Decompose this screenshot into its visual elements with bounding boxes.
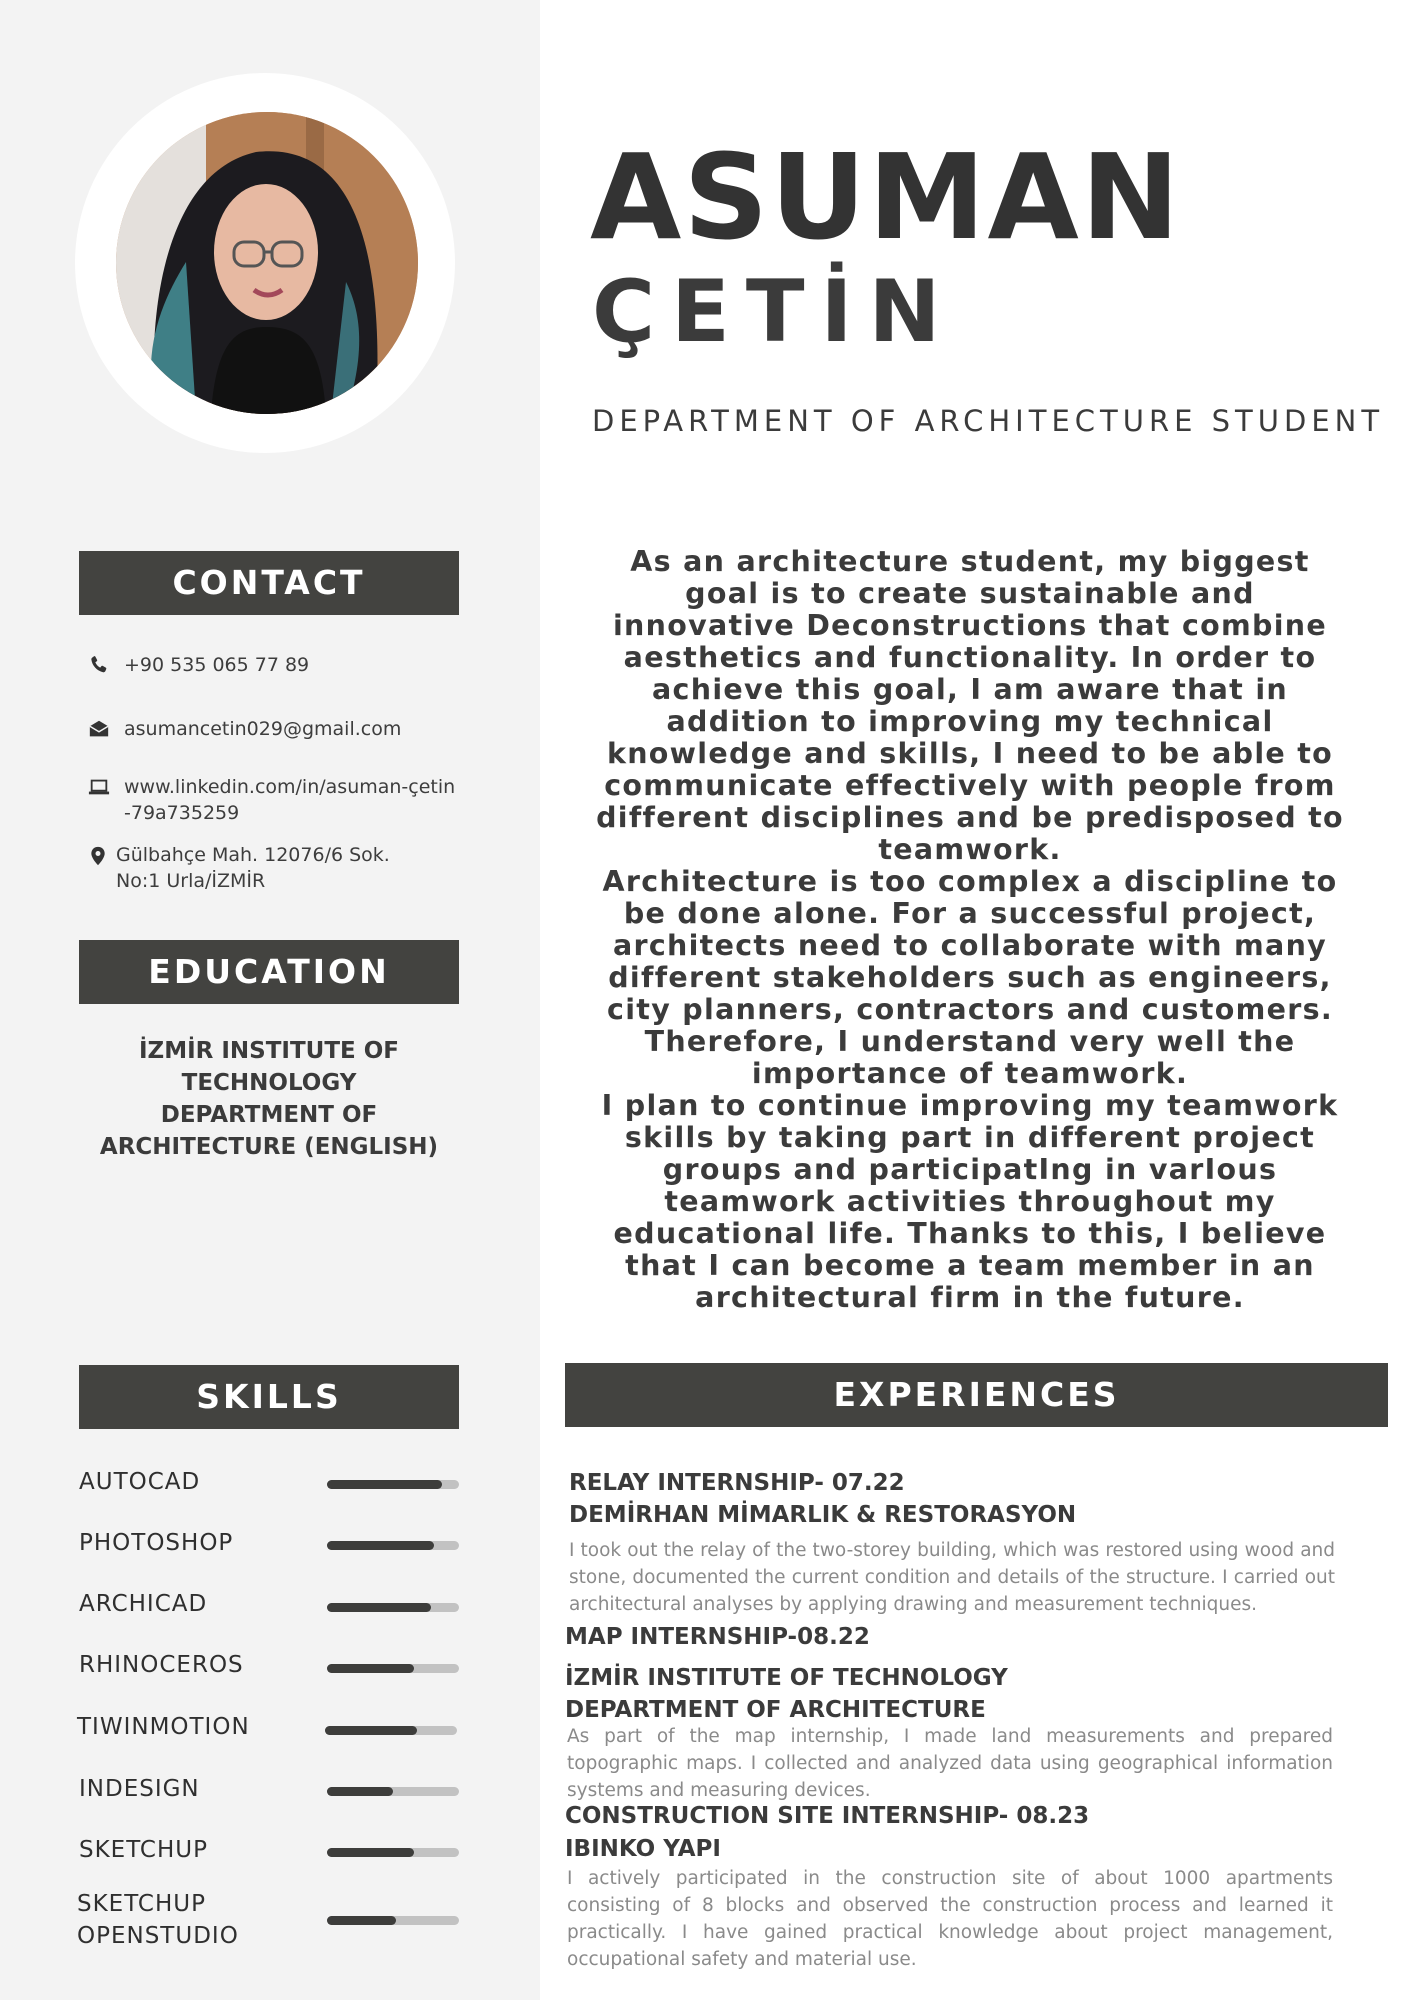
skill-row [79, 1527, 459, 1567]
address-line-2: No:1 Urla/İZMİR [116, 870, 266, 892]
skill-name: SKETCHUP [77, 1891, 206, 1917]
linkedin-line-1: www.linkedin.com/in/asuman-çetin [124, 776, 456, 798]
skill-bar [327, 1848, 459, 1857]
skill-bar [327, 1541, 459, 1550]
map-internship-title: MAP INTERNSHIP-08.22 [565, 1624, 870, 1650]
skill-name: SKETCHUP [79, 1837, 208, 1863]
construction-internship-description: I actively participated in the construction site of about 1000 apartments consisting of 8 blocks and observed the construction process and learned it practically. I have gained practical knowledge about project management, occupational safety and material use. [567, 1868, 1333, 1970]
address-line-1: Gülbahçe Mah. 12076/6 Sok. [116, 844, 390, 866]
about-paragraph-3: I plan to continue improving my teamwork skills by taking part in different project groups and participatIng in varIous teamwork activities throughout my educational life. Thanks to this, I believe that I can become a team member in an architectural firm in the future. [601, 1089, 1339, 1314]
map-internship-company-1: İZMİR INSTITUTE OF TECHNOLOGY [565, 1665, 1008, 1691]
skill-bar-fill [327, 1787, 393, 1796]
map-internship-company-2: DEPARTMENT OF ARCHITECTURE [565, 1697, 986, 1723]
construction-internship-company: IBINKO YAPI [565, 1836, 721, 1862]
profile-photo [116, 112, 418, 414]
skill-bar-fill [327, 1664, 414, 1673]
skill-bar-fill [327, 1541, 434, 1550]
skill-row [77, 1888, 457, 1958]
skill-name: RHINOCEROS [79, 1652, 244, 1678]
education-line-4: ARCHITECTURE (ENGLISH) [99, 1134, 439, 1160]
skill-bar [327, 1787, 459, 1796]
skill-row [79, 1834, 459, 1874]
skill-bar-fill [327, 1603, 431, 1612]
skill-bar [327, 1603, 459, 1612]
last-name: ÇETİN [592, 262, 957, 362]
skill-name: INDESIGN [79, 1776, 200, 1802]
skill-row [79, 1649, 459, 1689]
location-pin-icon [88, 844, 108, 868]
about-text [590, 546, 1350, 1314]
email-text: asumancetin029@gmail.com [124, 718, 402, 740]
skills-heading: SKILLS [79, 1365, 459, 1429]
relay-internship-title: RELAY INTERNSHIP- 07.22 [569, 1470, 905, 1496]
envelope-icon [88, 718, 110, 740]
skill-bar [327, 1916, 459, 1925]
skill-bar [327, 1664, 459, 1673]
laptop-icon [88, 776, 110, 798]
construction-internship-title: CONSTRUCTION SITE INTERNSHIP- 08.23 [565, 1803, 1090, 1829]
phone-icon [88, 654, 110, 676]
skill-bar [327, 1480, 459, 1489]
education-line-2: TECHNOLOGY [181, 1070, 357, 1096]
skill-bar-fill [325, 1726, 417, 1735]
skill-bar-fill [327, 1480, 442, 1489]
education-heading: EDUCATION [79, 940, 459, 1004]
skill-name-line-2: OPENSTUDIO [77, 1923, 239, 1949]
relay-internship-company: DEMİRHAN MİMARLIK & RESTORASYON [569, 1502, 1077, 1528]
map-internship-description: As part of the map internship, I made land measurements and prepared topographic maps. I collected and analyzed data using geographical information systems and measuring devices. [567, 1726, 1333, 1801]
skill-bar-fill [327, 1848, 414, 1857]
skill-name: ARCHICAD [79, 1591, 208, 1617]
skill-row [79, 1466, 459, 1506]
skill-row [79, 1588, 459, 1628]
linkedin-line-2: -79a735259 [124, 802, 240, 824]
education-line-1: İZMİR INSTITUTE OF [138, 1038, 400, 1064]
contact-heading: CONTACT [79, 551, 459, 615]
about-paragraph-2: Architecture is too complex a discipline to be done alone. For a successful project, architects need to collaborate with many different stakeholders such as engineers, city planners, contractors and customers. Therefore, I understand very well the importance of teamwork. [602, 865, 1338, 1090]
first-name: ASUMAN [590, 128, 1182, 266]
skill-name: PHOTOSHOP [79, 1530, 234, 1556]
skill-row [79, 1773, 459, 1813]
about-paragraph-1: As an architecture student, my biggest goal is to create sustainable and innovative Deconstructions that combine aesthetics and functionality. In order to achieve this goal, I am aware that in addition to improving my technical knowledge and skills, I need to be able to communicate effectively with people from different disciplines and be predisposed to teamwork. [596, 545, 1344, 866]
skill-name: TIWINMOTION [77, 1714, 250, 1740]
skill-row [77, 1711, 457, 1751]
relay-internship-description: I took out the relay of the two-storey building, which was restored using wood and stone, documented the current condition and details of the structure. I carried out architectural analyses by applying drawing and measurement techniques. [569, 1540, 1335, 1615]
education-entry [79, 1035, 459, 1163]
education-line-3: DEPARTMENT OF [160, 1102, 378, 1128]
job-title: DEPARTMENT OF ARCHITECTURE STUDENT [592, 404, 1385, 438]
skill-bar-fill [327, 1916, 396, 1925]
skill-name: AUTOCAD [79, 1469, 201, 1495]
experiences-heading: EXPERIENCES [565, 1363, 1388, 1427]
phone-text: +90 535 065 77 89 [124, 654, 310, 676]
skill-bar [325, 1726, 457, 1735]
